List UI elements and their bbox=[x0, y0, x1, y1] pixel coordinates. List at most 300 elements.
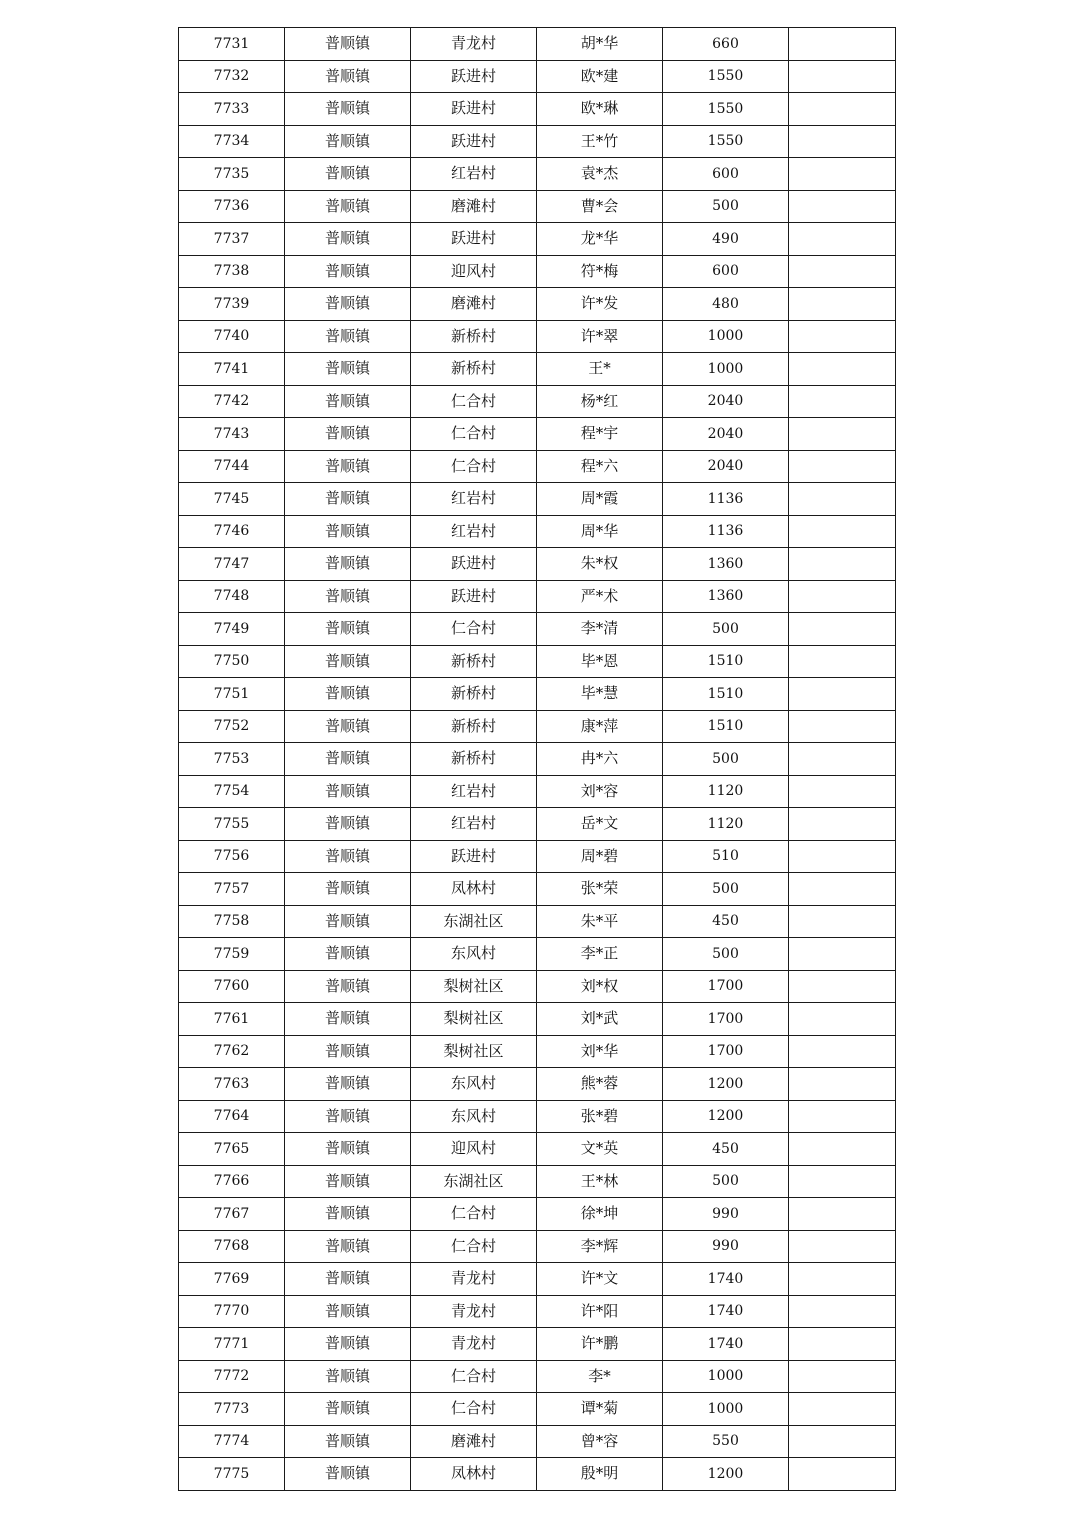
cell-village: 仁合村 bbox=[411, 385, 537, 418]
cell-village: 跃进村 bbox=[411, 60, 537, 93]
cell-village: 跃进村 bbox=[411, 93, 537, 126]
cell-village: 红岩村 bbox=[411, 158, 537, 191]
cell-village: 红岩村 bbox=[411, 775, 537, 808]
cell-name: 刘*权 bbox=[537, 970, 663, 1003]
cell-town: 普顺镇 bbox=[285, 450, 411, 483]
cell-name: 李* bbox=[537, 1360, 663, 1393]
cell-town: 普顺镇 bbox=[285, 1035, 411, 1068]
cell-town: 普顺镇 bbox=[285, 1295, 411, 1328]
cell-no: 7746 bbox=[179, 515, 285, 548]
table-row bbox=[179, 873, 896, 906]
cell-name: 朱*平 bbox=[537, 905, 663, 938]
table-row bbox=[179, 743, 896, 776]
cell-no: 7740 bbox=[179, 320, 285, 353]
cell-village: 新桥村 bbox=[411, 710, 537, 743]
cell-note bbox=[789, 580, 896, 613]
cell-no: 7744 bbox=[179, 450, 285, 483]
cell-name: 李*正 bbox=[537, 938, 663, 971]
cell-amount: 1120 bbox=[663, 808, 789, 841]
cell-town: 普顺镇 bbox=[285, 190, 411, 223]
cell-amount: 1740 bbox=[663, 1263, 789, 1296]
cell-no: 7756 bbox=[179, 840, 285, 873]
cell-amount: 500 bbox=[663, 873, 789, 906]
cell-amount: 1360 bbox=[663, 548, 789, 581]
table-row bbox=[179, 288, 896, 321]
cell-village: 跃进村 bbox=[411, 580, 537, 613]
table-row bbox=[179, 938, 896, 971]
cell-no: 7742 bbox=[179, 385, 285, 418]
cell-no: 7747 bbox=[179, 548, 285, 581]
cell-name: 欧*建 bbox=[537, 60, 663, 93]
cell-note bbox=[789, 1068, 896, 1101]
table-row bbox=[179, 1458, 896, 1491]
cell-name: 欧*琳 bbox=[537, 93, 663, 126]
cell-name: 王* bbox=[537, 353, 663, 386]
table-row bbox=[179, 1198, 896, 1231]
cell-name: 曹*会 bbox=[537, 190, 663, 223]
cell-amount: 1510 bbox=[663, 678, 789, 711]
cell-note bbox=[789, 1100, 896, 1133]
cell-village: 磨滩村 bbox=[411, 288, 537, 321]
cell-no: 7735 bbox=[179, 158, 285, 191]
table-row bbox=[179, 1425, 896, 1458]
table-row bbox=[179, 125, 896, 158]
cell-amount: 1000 bbox=[663, 1393, 789, 1426]
cell-amount: 2040 bbox=[663, 418, 789, 451]
cell-no: 7751 bbox=[179, 678, 285, 711]
cell-note bbox=[789, 418, 896, 451]
cell-note bbox=[789, 840, 896, 873]
cell-no: 7743 bbox=[179, 418, 285, 451]
cell-no: 7767 bbox=[179, 1198, 285, 1231]
cell-name: 李*清 bbox=[537, 613, 663, 646]
cell-name: 许*阳 bbox=[537, 1295, 663, 1328]
cell-village: 仁合村 bbox=[411, 1230, 537, 1263]
cell-village: 梨树社区 bbox=[411, 1035, 537, 1068]
cell-name: 文*英 bbox=[537, 1133, 663, 1166]
cell-amount: 1360 bbox=[663, 580, 789, 613]
cell-note bbox=[789, 775, 896, 808]
cell-note bbox=[789, 190, 896, 223]
cell-town: 普顺镇 bbox=[285, 1068, 411, 1101]
cell-amount: 1000 bbox=[663, 320, 789, 353]
table-row bbox=[179, 418, 896, 451]
cell-amount: 500 bbox=[663, 190, 789, 223]
cell-no: 7775 bbox=[179, 1458, 285, 1491]
cell-note bbox=[789, 1458, 896, 1491]
table-row bbox=[179, 93, 896, 126]
cell-no: 7771 bbox=[179, 1328, 285, 1361]
table-row bbox=[179, 483, 896, 516]
cell-town: 普顺镇 bbox=[285, 613, 411, 646]
cell-no: 7765 bbox=[179, 1133, 285, 1166]
cell-name: 周*霞 bbox=[537, 483, 663, 516]
cell-village: 磨滩村 bbox=[411, 1425, 537, 1458]
cell-town: 普顺镇 bbox=[285, 808, 411, 841]
cell-village: 新桥村 bbox=[411, 353, 537, 386]
cell-name: 严*术 bbox=[537, 580, 663, 613]
cell-village: 青龙村 bbox=[411, 1328, 537, 1361]
cell-town: 普顺镇 bbox=[285, 1165, 411, 1198]
cell-amount: 2040 bbox=[663, 385, 789, 418]
cell-town: 普顺镇 bbox=[285, 515, 411, 548]
cell-village: 仁合村 bbox=[411, 450, 537, 483]
cell-town: 普顺镇 bbox=[285, 873, 411, 906]
cell-note bbox=[789, 710, 896, 743]
cell-name: 杨*红 bbox=[537, 385, 663, 418]
cell-amount: 1200 bbox=[663, 1068, 789, 1101]
cell-amount: 480 bbox=[663, 288, 789, 321]
cell-village: 青龙村 bbox=[411, 28, 537, 61]
cell-name: 刘*华 bbox=[537, 1035, 663, 1068]
cell-amount: 1510 bbox=[663, 645, 789, 678]
cell-no: 7753 bbox=[179, 743, 285, 776]
cell-name: 熊*蓉 bbox=[537, 1068, 663, 1101]
cell-note bbox=[789, 385, 896, 418]
cell-amount: 1550 bbox=[663, 125, 789, 158]
cell-town: 普顺镇 bbox=[285, 1198, 411, 1231]
cell-town: 普顺镇 bbox=[285, 93, 411, 126]
cell-village: 凤林村 bbox=[411, 1458, 537, 1491]
cell-no: 7755 bbox=[179, 808, 285, 841]
table-row bbox=[179, 613, 896, 646]
cell-note bbox=[789, 28, 896, 61]
table-row bbox=[179, 1165, 896, 1198]
cell-village: 跃进村 bbox=[411, 125, 537, 158]
cell-note bbox=[789, 678, 896, 711]
cell-name: 胡*华 bbox=[537, 28, 663, 61]
cell-no: 7739 bbox=[179, 288, 285, 321]
cell-note bbox=[789, 873, 896, 906]
cell-amount: 1740 bbox=[663, 1328, 789, 1361]
cell-note bbox=[789, 450, 896, 483]
cell-name: 康*萍 bbox=[537, 710, 663, 743]
table-row bbox=[179, 1068, 896, 1101]
cell-town: 普顺镇 bbox=[285, 710, 411, 743]
table-row bbox=[179, 710, 896, 743]
cell-village: 新桥村 bbox=[411, 645, 537, 678]
cell-village: 东湖社区 bbox=[411, 905, 537, 938]
cell-note bbox=[789, 970, 896, 1003]
cell-name: 刘*容 bbox=[537, 775, 663, 808]
cell-note bbox=[789, 353, 896, 386]
cell-no: 7769 bbox=[179, 1263, 285, 1296]
cell-note bbox=[789, 808, 896, 841]
cell-town: 普顺镇 bbox=[285, 1393, 411, 1426]
cell-amount: 500 bbox=[663, 1165, 789, 1198]
cell-no: 7766 bbox=[179, 1165, 285, 1198]
cell-no: 7764 bbox=[179, 1100, 285, 1133]
cell-town: 普顺镇 bbox=[285, 938, 411, 971]
cell-note bbox=[789, 1263, 896, 1296]
cell-name: 毕*恩 bbox=[537, 645, 663, 678]
cell-no: 7752 bbox=[179, 710, 285, 743]
cell-town: 普顺镇 bbox=[285, 353, 411, 386]
cell-amount: 1510 bbox=[663, 710, 789, 743]
table-row bbox=[179, 970, 896, 1003]
cell-amount: 1700 bbox=[663, 1003, 789, 1036]
cell-name: 袁*杰 bbox=[537, 158, 663, 191]
table-row bbox=[179, 580, 896, 613]
cell-note bbox=[789, 743, 896, 776]
cell-note bbox=[789, 158, 896, 191]
cell-no: 7758 bbox=[179, 905, 285, 938]
cell-note bbox=[789, 938, 896, 971]
cell-town: 普顺镇 bbox=[285, 1425, 411, 1458]
table-row bbox=[179, 1100, 896, 1133]
cell-village: 跃进村 bbox=[411, 548, 537, 581]
table-row bbox=[179, 1360, 896, 1393]
cell-no: 7750 bbox=[179, 645, 285, 678]
table-row bbox=[179, 840, 896, 873]
cell-amount: 1000 bbox=[663, 353, 789, 386]
cell-village: 仁合村 bbox=[411, 1360, 537, 1393]
cell-no: 7745 bbox=[179, 483, 285, 516]
cell-note bbox=[789, 1425, 896, 1458]
cell-amount: 1136 bbox=[663, 483, 789, 516]
cell-town: 普顺镇 bbox=[285, 288, 411, 321]
cell-village: 新桥村 bbox=[411, 743, 537, 776]
cell-name: 刘*武 bbox=[537, 1003, 663, 1036]
cell-note bbox=[789, 1295, 896, 1328]
cell-amount: 500 bbox=[663, 743, 789, 776]
cell-no: 7737 bbox=[179, 223, 285, 256]
table-row bbox=[179, 158, 896, 191]
cell-amount: 490 bbox=[663, 223, 789, 256]
table-row bbox=[179, 1003, 896, 1036]
cell-town: 普顺镇 bbox=[285, 1458, 411, 1491]
cell-name: 毕*慧 bbox=[537, 678, 663, 711]
cell-town: 普顺镇 bbox=[285, 678, 411, 711]
cell-village: 东湖社区 bbox=[411, 1165, 537, 1198]
cell-note bbox=[789, 1133, 896, 1166]
cell-town: 普顺镇 bbox=[285, 775, 411, 808]
cell-no: 7774 bbox=[179, 1425, 285, 1458]
cell-name: 朱*权 bbox=[537, 548, 663, 581]
cell-village: 仁合村 bbox=[411, 1393, 537, 1426]
cell-no: 7749 bbox=[179, 613, 285, 646]
cell-no: 7732 bbox=[179, 60, 285, 93]
table-row bbox=[179, 1230, 896, 1263]
cell-note bbox=[789, 1328, 896, 1361]
cell-village: 青龙村 bbox=[411, 1295, 537, 1328]
cell-note bbox=[789, 1035, 896, 1068]
cell-town: 普顺镇 bbox=[285, 1003, 411, 1036]
cell-village: 迎风村 bbox=[411, 255, 537, 288]
cell-town: 普顺镇 bbox=[285, 548, 411, 581]
table-row bbox=[179, 678, 896, 711]
cell-no: 7760 bbox=[179, 970, 285, 1003]
cell-note bbox=[789, 1165, 896, 1198]
cell-note bbox=[789, 320, 896, 353]
cell-name: 龙*华 bbox=[537, 223, 663, 256]
table-row bbox=[179, 808, 896, 841]
cell-town: 普顺镇 bbox=[285, 418, 411, 451]
cell-amount: 600 bbox=[663, 255, 789, 288]
cell-no: 7738 bbox=[179, 255, 285, 288]
cell-town: 普顺镇 bbox=[285, 320, 411, 353]
cell-name: 徐*坤 bbox=[537, 1198, 663, 1231]
cell-name: 张*荣 bbox=[537, 873, 663, 906]
table-row bbox=[179, 645, 896, 678]
table-row bbox=[179, 1295, 896, 1328]
table-row bbox=[179, 1328, 896, 1361]
cell-amount: 450 bbox=[663, 905, 789, 938]
cell-no: 7754 bbox=[179, 775, 285, 808]
cell-note bbox=[789, 1003, 896, 1036]
data-table bbox=[178, 27, 896, 1491]
cell-amount: 1200 bbox=[663, 1100, 789, 1133]
cell-town: 普顺镇 bbox=[285, 1360, 411, 1393]
cell-note bbox=[789, 1360, 896, 1393]
cell-name: 程*宇 bbox=[537, 418, 663, 451]
cell-no: 7733 bbox=[179, 93, 285, 126]
cell-amount: 1700 bbox=[663, 970, 789, 1003]
cell-amount: 1000 bbox=[663, 1360, 789, 1393]
cell-name: 周*碧 bbox=[537, 840, 663, 873]
cell-name: 张*碧 bbox=[537, 1100, 663, 1133]
cell-town: 普顺镇 bbox=[285, 905, 411, 938]
cell-note bbox=[789, 905, 896, 938]
table-row bbox=[179, 1263, 896, 1296]
table-row bbox=[179, 223, 896, 256]
cell-town: 普顺镇 bbox=[285, 1133, 411, 1166]
cell-note bbox=[789, 645, 896, 678]
cell-town: 普顺镇 bbox=[285, 385, 411, 418]
cell-amount: 990 bbox=[663, 1198, 789, 1231]
cell-name: 殷*明 bbox=[537, 1458, 663, 1491]
cell-name: 李*辉 bbox=[537, 1230, 663, 1263]
cell-name: 谭*菊 bbox=[537, 1393, 663, 1426]
table-row bbox=[179, 548, 896, 581]
table-row bbox=[179, 1035, 896, 1068]
cell-no: 7773 bbox=[179, 1393, 285, 1426]
table-row bbox=[179, 255, 896, 288]
cell-village: 磨滩村 bbox=[411, 190, 537, 223]
cell-note bbox=[789, 548, 896, 581]
cell-village: 仁合村 bbox=[411, 613, 537, 646]
cell-no: 7770 bbox=[179, 1295, 285, 1328]
table-row bbox=[179, 190, 896, 223]
cell-amount: 1700 bbox=[663, 1035, 789, 1068]
cell-village: 仁合村 bbox=[411, 418, 537, 451]
cell-no: 7759 bbox=[179, 938, 285, 971]
cell-amount: 660 bbox=[663, 28, 789, 61]
cell-town: 普顺镇 bbox=[285, 158, 411, 191]
cell-town: 普顺镇 bbox=[285, 840, 411, 873]
cell-amount: 500 bbox=[663, 938, 789, 971]
cell-amount: 600 bbox=[663, 158, 789, 191]
table-row bbox=[179, 1133, 896, 1166]
cell-town: 普顺镇 bbox=[285, 125, 411, 158]
cell-amount: 1120 bbox=[663, 775, 789, 808]
cell-name: 许*翠 bbox=[537, 320, 663, 353]
table-row bbox=[179, 905, 896, 938]
cell-amount: 1550 bbox=[663, 93, 789, 126]
cell-no: 7772 bbox=[179, 1360, 285, 1393]
cell-amount: 1136 bbox=[663, 515, 789, 548]
cell-town: 普顺镇 bbox=[285, 223, 411, 256]
cell-no: 7731 bbox=[179, 28, 285, 61]
cell-village: 迎风村 bbox=[411, 1133, 537, 1166]
cell-town: 普顺镇 bbox=[285, 60, 411, 93]
cell-village: 红岩村 bbox=[411, 808, 537, 841]
cell-village: 梨树社区 bbox=[411, 1003, 537, 1036]
cell-no: 7734 bbox=[179, 125, 285, 158]
cell-note bbox=[789, 93, 896, 126]
cell-amount: 500 bbox=[663, 613, 789, 646]
cell-village: 红岩村 bbox=[411, 515, 537, 548]
cell-village: 跃进村 bbox=[411, 840, 537, 873]
cell-village: 新桥村 bbox=[411, 320, 537, 353]
cell-note bbox=[789, 223, 896, 256]
cell-note bbox=[789, 613, 896, 646]
cell-name: 符*梅 bbox=[537, 255, 663, 288]
cell-village: 东风村 bbox=[411, 1100, 537, 1133]
cell-town: 普顺镇 bbox=[285, 1328, 411, 1361]
cell-name: 岳*文 bbox=[537, 808, 663, 841]
table-body bbox=[179, 28, 896, 1491]
table-row bbox=[179, 353, 896, 386]
cell-village: 红岩村 bbox=[411, 483, 537, 516]
cell-name: 王*林 bbox=[537, 1165, 663, 1198]
cell-amount: 1740 bbox=[663, 1295, 789, 1328]
cell-no: 7763 bbox=[179, 1068, 285, 1101]
cell-town: 普顺镇 bbox=[285, 645, 411, 678]
cell-no: 7741 bbox=[179, 353, 285, 386]
table-row bbox=[179, 60, 896, 93]
cell-village: 仁合村 bbox=[411, 1198, 537, 1231]
table-row bbox=[179, 320, 896, 353]
cell-no: 7761 bbox=[179, 1003, 285, 1036]
cell-note bbox=[789, 483, 896, 516]
cell-note bbox=[789, 1393, 896, 1426]
cell-village: 东风村 bbox=[411, 1068, 537, 1101]
cell-name: 许*文 bbox=[537, 1263, 663, 1296]
cell-name: 程*六 bbox=[537, 450, 663, 483]
cell-amount: 1200 bbox=[663, 1458, 789, 1491]
cell-town: 普顺镇 bbox=[285, 743, 411, 776]
cell-village: 凤林村 bbox=[411, 873, 537, 906]
cell-town: 普顺镇 bbox=[285, 28, 411, 61]
cell-amount: 990 bbox=[663, 1230, 789, 1263]
table-row bbox=[179, 515, 896, 548]
cell-amount: 1550 bbox=[663, 60, 789, 93]
cell-town: 普顺镇 bbox=[285, 483, 411, 516]
cell-town: 普顺镇 bbox=[285, 1230, 411, 1263]
cell-amount: 510 bbox=[663, 840, 789, 873]
cell-no: 7762 bbox=[179, 1035, 285, 1068]
cell-village: 跃进村 bbox=[411, 223, 537, 256]
cell-name: 王*竹 bbox=[537, 125, 663, 158]
cell-no: 7768 bbox=[179, 1230, 285, 1263]
table-row bbox=[179, 775, 896, 808]
table-row bbox=[179, 385, 896, 418]
cell-name: 冉*六 bbox=[537, 743, 663, 776]
cell-name: 许*发 bbox=[537, 288, 663, 321]
cell-amount: 2040 bbox=[663, 450, 789, 483]
cell-amount: 450 bbox=[663, 1133, 789, 1166]
table-row bbox=[179, 1393, 896, 1426]
cell-no: 7748 bbox=[179, 580, 285, 613]
cell-name: 周*华 bbox=[537, 515, 663, 548]
cell-name: 许*鹏 bbox=[537, 1328, 663, 1361]
cell-no: 7757 bbox=[179, 873, 285, 906]
cell-note bbox=[789, 255, 896, 288]
cell-amount: 550 bbox=[663, 1425, 789, 1458]
cell-village: 青龙村 bbox=[411, 1263, 537, 1296]
cell-town: 普顺镇 bbox=[285, 1100, 411, 1133]
